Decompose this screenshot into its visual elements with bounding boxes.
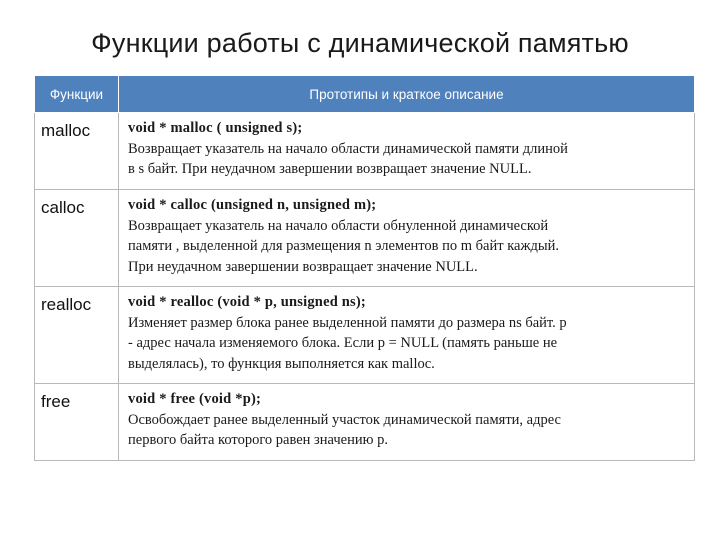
prototype-free: void * free (void *p); (128, 391, 262, 407)
table-row (35, 384, 695, 461)
page-title: Функции работы с динамической памятью (91, 28, 629, 58)
description-free (119, 384, 695, 461)
table-row (35, 190, 695, 287)
table-header-row (35, 76, 695, 113)
prototype-calloc: void * calloc (unsigned n, unsigned m); (128, 197, 377, 213)
functions-table (34, 75, 695, 461)
table-row (35, 113, 695, 190)
description-line: Изменяет размер блока ранее выделенной памяти до размера ns байт. p (128, 314, 567, 331)
prototype-malloc: void * malloc ( unsigned s); (128, 120, 303, 136)
description-realloc (119, 287, 695, 384)
description-line: Возвращает указатель на начало области обнуленной динамической (128, 217, 549, 234)
description-line: При неудачном завершении возвращает значение NULL. (128, 258, 478, 275)
header-functions: Функции (35, 76, 119, 113)
function-name-realloc: realloc (35, 287, 119, 384)
prototype-realloc: void * realloc (void * p, unsigned ns); (128, 294, 366, 310)
description-calloc (119, 190, 695, 287)
description-line: - адрес начала изменяемого блока. Если p = NULL (память раньше не (128, 335, 558, 351)
description-line: памяти , выделенной для размещения n элементов по m байт каждый. (128, 238, 559, 254)
description-line: в s байт. При неудачном завершении возвращает значение NULL. (128, 161, 532, 177)
function-name-free: free (35, 384, 119, 461)
table-row (35, 287, 695, 384)
function-name-calloc: calloc (35, 190, 119, 287)
description-line: первого байта которого равен значению p. (128, 432, 388, 448)
description-malloc (119, 113, 695, 190)
header-prototypes: Прототипы и краткое описание (119, 76, 695, 113)
function-name-malloc: malloc (35, 113, 119, 190)
description-line: выделялась), то функция выполняется как malloc. (128, 355, 435, 372)
description-line: Освобождает ранее выделенный участок динамической памяти, адрес (128, 411, 561, 428)
description-line: Возвращает указатель на начало области динамической памяти длиной (128, 140, 568, 157)
